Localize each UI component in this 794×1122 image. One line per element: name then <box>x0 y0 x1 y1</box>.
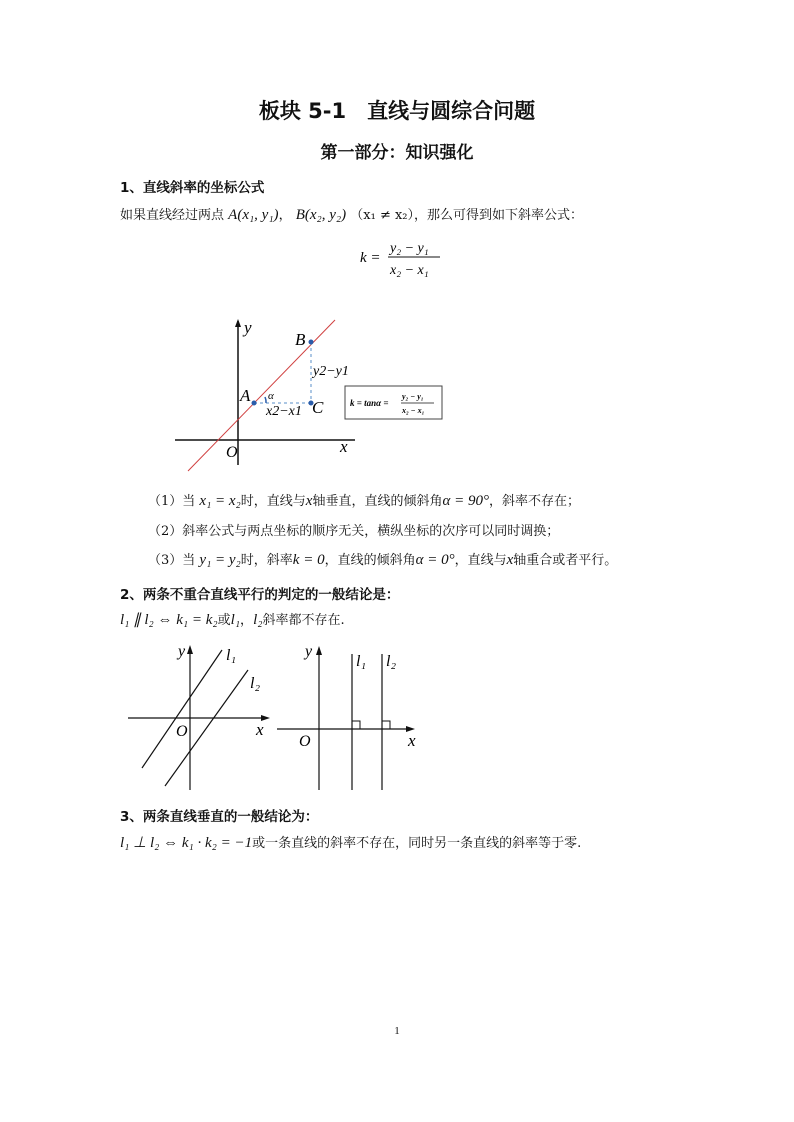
item-text: （1）当 <box>148 494 200 509</box>
item-text: 时，斜率 <box>240 553 293 568</box>
section3-heading: 3、两条直线垂直的一般结论为： <box>120 809 319 825</box>
item-text: 轴重合或者平行。 <box>513 553 618 568</box>
parallel-rule-or: 或 <box>217 613 231 628</box>
section-subtitle: 第一部分：知识强化 <box>320 143 474 163</box>
perpendicular-rule <box>120 832 581 852</box>
item-text: ，斜率不存在； <box>488 494 580 509</box>
item-text: （2）斜率公式与两点坐标的顺序无关，横纵坐标的次序可以同时调换； <box>148 524 560 539</box>
parallel-rule-text: 斜率都不存在. <box>262 613 345 628</box>
intro-condition: （x₁ ≠ x₂） <box>350 208 415 223</box>
origin-label: O <box>176 723 188 740</box>
line-l1 <box>142 650 222 768</box>
item-math: k = 0 <box>292 552 325 568</box>
slope-formula-svg <box>356 236 446 280</box>
item-math: α = 90° <box>442 493 489 509</box>
point-b-label: B <box>295 330 306 349</box>
page-number: 1 <box>394 1025 400 1037</box>
y-axis-label: y <box>178 643 186 660</box>
l2-label: l₂ <box>386 653 397 670</box>
angle-label: α <box>268 390 274 402</box>
point-a-math: A(x₁, y₁) <box>228 207 279 223</box>
y-axis-arrow <box>187 645 193 654</box>
x-axis-label: x <box>340 437 348 456</box>
l1-label: l₁ <box>356 653 367 670</box>
perpendicular-rule-math: l₁ ⊥ l₂ ⇔ k₁ · k₂ = −1 <box>120 835 253 851</box>
angle-arc <box>265 397 266 403</box>
parallel-slanted-figure <box>120 640 280 795</box>
section1-heading: 1、直线斜率的坐标公式 <box>120 180 265 196</box>
point-a-label: A <box>240 386 251 405</box>
parallel-rule-l1: l₁ <box>230 612 241 628</box>
point-a-dot <box>252 401 257 406</box>
parallel-vertical-figure <box>272 640 432 795</box>
slope-box-numerator: y₂ − y₁ <box>402 392 424 401</box>
list-item <box>148 490 580 510</box>
point-b-dot <box>309 340 314 345</box>
y-axis-label: y <box>305 643 313 660</box>
x-axis-label: x <box>408 731 416 750</box>
item-math: x <box>305 493 313 509</box>
page-title: 板块 5-1 直线与圆综合问题 <box>258 99 536 123</box>
slope-figure <box>170 315 460 475</box>
y-axis-arrow <box>235 319 241 327</box>
point-c-label: C <box>312 398 324 417</box>
item-text: ，直线的倾斜角 <box>324 553 416 568</box>
section1-intro <box>120 204 583 224</box>
l1-label: l₁ <box>226 647 237 664</box>
right-angle-mark-l1 <box>352 721 360 729</box>
l2-label: l₂ <box>250 675 261 692</box>
parallel-rule-l2: l₂ <box>253 612 263 628</box>
run-label: x2−x1 <box>266 404 302 419</box>
origin-label: O <box>299 733 311 750</box>
parallel-rule-sep: ， <box>240 613 254 628</box>
list-item <box>148 549 617 569</box>
item-text: 时，直线与 <box>240 494 306 509</box>
item-math: α = 0° <box>415 552 455 568</box>
x-axis-label: x <box>256 720 264 739</box>
section2-heading: 2、两条不重合直线平行的判定的一般结论是： <box>120 587 400 603</box>
rise-label: y2−y1 <box>313 364 349 379</box>
slope-formula <box>356 236 446 285</box>
item-math: y₁ = y₂ <box>199 552 241 568</box>
intro-text-a: 如果直线经过两点 <box>120 208 225 223</box>
item-math: x <box>506 552 514 568</box>
y-axis-arrow <box>316 646 322 655</box>
list-item <box>148 520 559 539</box>
point-b-math: B(x₂, y₂) <box>295 207 347 223</box>
formula-numerator: y₂ − y₁ <box>390 241 429 256</box>
y-axis-label: y <box>244 318 252 337</box>
parallel-rule-math: l₁ ∥ l₂ ⇔ k₁ = k₂ <box>120 612 218 628</box>
intro-text-b: ，那么可得到如下斜率公式： <box>414 208 584 223</box>
slope-box-denominator: x₂ − x₁ <box>402 406 425 415</box>
formula-lhs: k = <box>360 250 381 266</box>
right-angle-mark-l2 <box>382 721 390 729</box>
slope-box-lhs: k = tanα = <box>350 398 389 408</box>
item-text: （3）当 <box>148 553 200 568</box>
item-math: x₁ = x₂ <box>199 493 241 509</box>
formula-denominator: x₂ − x₁ <box>390 263 429 278</box>
parallel-rule <box>120 609 345 629</box>
item-text: ，直线与 <box>454 553 507 568</box>
origin-label: O <box>226 444 238 461</box>
perpendicular-rule-text: 或一条直线的斜率不存在，同时另一条直线的斜率等于零. <box>252 836 582 851</box>
intro-comma: ， <box>278 208 292 223</box>
item-text: 轴垂直，直线的倾斜角 <box>312 494 443 509</box>
